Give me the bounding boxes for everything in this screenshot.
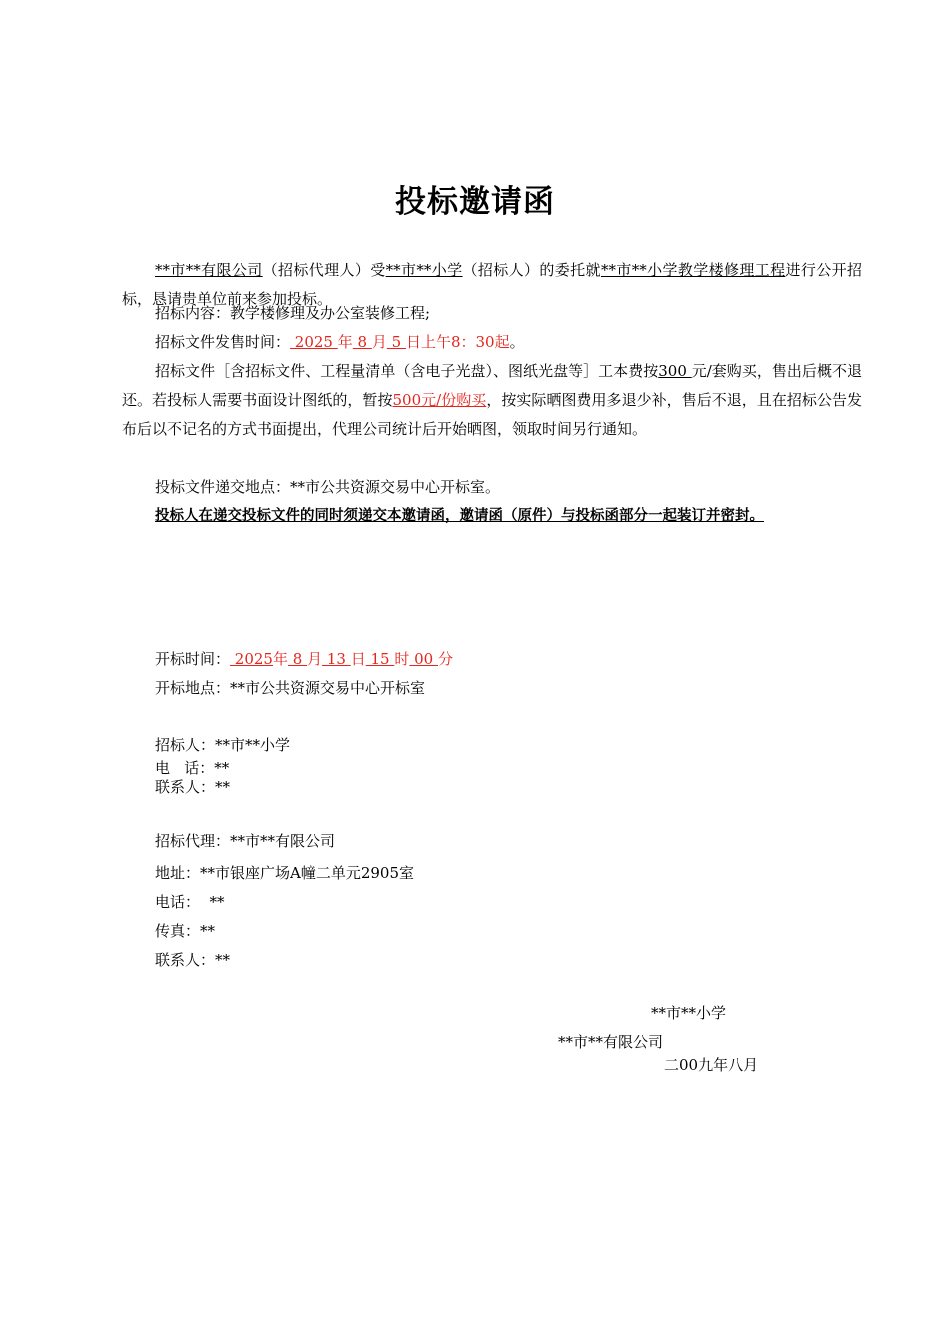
sale-time [155,332,525,352]
sale-month-unit: 月 [371,333,387,351]
sale-year: 2025 [290,333,338,351]
important-note: 投标人在递交投标文件的同时须递交本邀请函，邀请函（原件）与投标函部分一起装订并密封。 [155,508,764,524]
sale-time-label: 招标文件发售时间： [155,333,291,351]
sale-time-rest: 日上午8：30起 [405,333,510,351]
opening-day: 13 [322,650,351,668]
opening-year-unit: 年 [272,650,288,668]
opening-month-unit: 月 [307,650,323,668]
agent-name: **市**有限公司 [155,261,263,279]
docs-fee: 300 [658,362,692,380]
opening-day-unit: 日 [350,650,366,668]
agency-fax: 传真：** [155,922,216,940]
opening-hour-unit: 时 [394,650,410,668]
opening-time [155,649,453,669]
sale-year-unit: 年 [337,333,353,351]
opening-year: 2025 [230,650,273,668]
opening-hour: 15 [365,650,395,668]
opening-minute: 00 [409,650,438,668]
page-title: 投标邀请函 [395,184,555,220]
content-value: 教学楼修理及办公室装修工程; [230,304,431,322]
opening-time-label: 开标时间： [155,650,231,668]
docs-part1: 招标文件［含招标文件、工程量清单（含电子光盘）、图纸光盘等］工本费按 [155,362,659,380]
sale-time-end: 。 [509,333,525,351]
content-label: 招标内容： [155,304,231,322]
signature-company: **市**有限公司 [558,1033,664,1051]
owner-role: （招标人）的委托就 [462,261,601,279]
submit-place: 投标文件递交地点：**市公共资源交易中心开标室。 [155,478,501,496]
agent-role: （招标代理人）受 [262,261,386,279]
agency-name: 招标代理：**市**有限公司 [155,832,336,850]
tenderer-phone: 电 话：** [155,759,230,777]
owner-name: **市**小学 [385,261,463,279]
agency-contact: 联系人：** [155,951,231,969]
drawing-fee: 500元/份购买 [392,391,487,409]
opening-place: 开标地点：**市公共资源交易中心开标室 [155,679,426,697]
intro-tail: 进行公开招标，恳请贵单位前来参加投标。 [122,261,862,308]
opening-minute-unit: 分 [438,650,454,668]
docs-part3: ，按实际晒图费用多退少补，售后不退，且在招标公告发布后以不记名的方式书面提出，代理公司统计后开始晒图，领取时间另行通知。 [122,391,862,438]
signature-date: 二00九年八月 [664,1056,759,1074]
tender-content [155,303,430,323]
tenderer-name: 招标人：**市**小学 [155,736,291,754]
docs-paragraph [122,357,862,444]
sale-month: 8 [352,333,372,351]
tenderer-contact: 联系人：** [155,778,231,796]
agency-phone: 电话： ** [155,893,225,911]
docs-part2: 元/套购买，售出后概不退还。若投标人需要书面设计图纸的，暂按 [122,362,862,409]
project-name: **市**小学教学楼修理工程 [600,261,786,279]
signature-school: **市**小学 [651,1004,727,1022]
agency-address: 地址：**市银座广场A幢二单元2905室 [155,864,415,882]
sale-day: 5 [386,333,406,351]
opening-month: 8 [287,650,308,668]
